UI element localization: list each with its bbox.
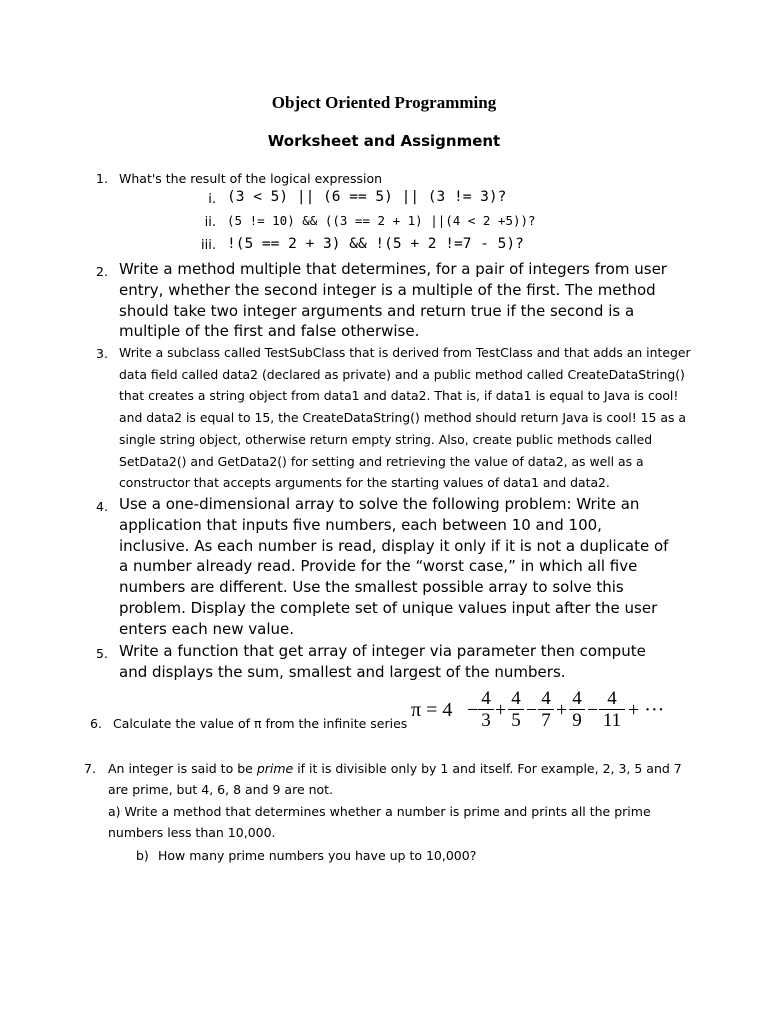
q7-line-1 <box>108 761 682 776</box>
q7-line-1-post: if it is divisible only by 1 and itself. For example, 2, 3, 5 and 7 <box>293 761 682 776</box>
q4-line: inclusive. As each number is read, display it only if it is not a duplicate of <box>119 536 669 555</box>
q2-text <box>119 259 667 342</box>
formula-fraction <box>508 689 524 730</box>
q3-line: single string object, otherwise return empty string. Also, create public methods called <box>119 431 653 447</box>
q6-number: 6. <box>90 716 102 731</box>
fraction-denominator: 7 <box>541 710 551 731</box>
q2-line: entry, whether the second integer is a multiple of the first. The method <box>119 280 656 299</box>
q4-line: application that inputs five numbers, each between 10 and 100, <box>119 515 602 534</box>
q7-line-2: are prime, but 4, 6, 8 and 9 are not. <box>108 782 334 797</box>
fraction-numerator: 4 <box>541 688 551 709</box>
fraction-numerator: 4 <box>607 688 617 709</box>
fraction-denominator: 11 <box>602 710 622 731</box>
q1-item-ii-label: ii. <box>204 215 216 230</box>
q3-line: constructor that accepts arguments for the starting values of data1 and data2. <box>119 475 610 491</box>
q2-number: 2. <box>96 264 108 279</box>
q2-line: should take two integer arguments and return true if the second is a <box>119 301 635 320</box>
formula-fraction <box>599 689 625 730</box>
page-title: Object Oriented Programming <box>271 93 497 112</box>
formula-operator: + <box>495 699 507 721</box>
q1-text: What's the result of the logical expression <box>119 171 383 186</box>
formula-lhs: π = 4 <box>411 699 453 721</box>
q3-line: that creates a string object from data1 and data2. That is, if data1 is equal to Java is cool! <box>119 388 679 404</box>
q7-prime-word: prime <box>256 761 294 776</box>
q5-line: and displays the sum, smallest and largest of the numbers. <box>119 662 566 681</box>
fraction-denominator: 9 <box>572 710 582 731</box>
formula-operator: − <box>526 699 538 721</box>
q3-line: Write a subclass called TestSubClass that is derived from TestClass and that adds an integer <box>119 345 691 360</box>
q5-number: 5. <box>96 646 108 661</box>
q4-line: numbers are different. Use the smallest possible array to solve this <box>119 578 624 597</box>
q4-number: 4. <box>96 499 108 514</box>
q3-line: SetData2() and GetData2() for setting and retrieving the value of data2, as well as a <box>119 453 644 469</box>
q7-part-a: a) Write a method that determines whether a number is prime and prints all the prime <box>108 804 651 819</box>
formula-fraction <box>569 689 585 730</box>
formula-tail: + ··· <box>628 699 665 721</box>
formula-operator: + <box>556 699 568 721</box>
q3-number: 3. <box>96 346 108 361</box>
fraction-denominator: 5 <box>511 710 521 731</box>
q4-text <box>119 494 668 640</box>
q6-text: Calculate the value of π from the infinite series <box>113 716 408 731</box>
formula-operator: − <box>587 699 599 721</box>
q5-text <box>119 641 646 683</box>
q3-line: data field called data2 (declared as private) and a public method called CreateDataString() <box>119 366 685 382</box>
q7-part-a-cont: numbers less than 10,000. <box>108 825 276 840</box>
q3-line: and data2 is equal to 15, the CreateDataString() method should return Java is cool! 15 as a <box>119 410 686 426</box>
q5-line: Write a function that get array of integer via parameter then compute <box>119 642 646 660</box>
q7-line-1-pre: An integer is said to be <box>108 761 257 776</box>
q4-line: a number already read. Provide for the “worst case,” in which all five <box>119 557 638 576</box>
page-subtitle: Worksheet and Assignment <box>267 132 501 150</box>
q7-part-b-text: How many prime numbers you have up to 10,000? <box>158 848 477 863</box>
formula-fraction <box>478 689 494 730</box>
formula-operator: − <box>467 699 479 721</box>
formula-fraction <box>538 689 554 730</box>
fraction-numerator: 4 <box>511 688 521 709</box>
fraction-numerator: 4 <box>572 688 582 709</box>
q2-line: Write a method multiple that determines, for a pair of integers from user <box>119 260 667 278</box>
q1-item-i-label: i. <box>208 192 216 207</box>
q1-item-ii-expr: (5 != 10) && ((3 == 2 + 1) ||(4 < 2 +5))? <box>227 213 536 228</box>
q4-line: enters each new value. <box>119 619 295 638</box>
q4-line: Use a one-dimensional array to solve the following problem: Write an <box>119 495 640 513</box>
q7-number: 7. <box>84 761 96 776</box>
q1-item-iii-expr: !(5 == 2 + 3) && !(5 + 2 !=7 - 5)? <box>227 236 524 252</box>
q1-item-i-expr: (3 < 5) || (6 == 5) || (3 != 3)? <box>227 189 507 205</box>
q1-item-iii-label: iii. <box>201 238 216 253</box>
q1-number: 1. <box>96 171 108 186</box>
q3-text <box>119 342 691 494</box>
q4-line: problem. Display the complete set of unique values input after the user <box>119 598 658 617</box>
fraction-numerator: 4 <box>481 688 491 709</box>
fraction-denominator: 3 <box>481 710 491 731</box>
q2-line: multiple of the first and false otherwise. <box>119 322 420 341</box>
q7-part-b-label: b) <box>136 848 149 863</box>
